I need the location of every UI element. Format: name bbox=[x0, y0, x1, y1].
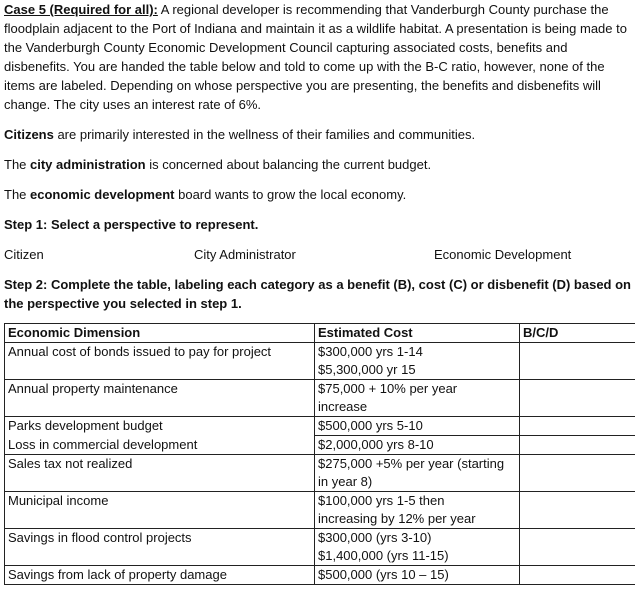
step1-heading bbox=[4, 215, 631, 234]
bcd-input-cell[interactable] bbox=[520, 566, 635, 585]
cost-line: $2,000,000 yrs 8-10 bbox=[318, 437, 434, 452]
cost-cell bbox=[315, 492, 520, 529]
dimension-cell: Loss in commercial development bbox=[5, 436, 315, 455]
cost-cell bbox=[315, 455, 520, 492]
table-row bbox=[5, 436, 635, 455]
cost-line: $500,000 yrs 5-10 bbox=[318, 418, 423, 433]
header-economic-dimension: Economic Dimension bbox=[5, 324, 315, 343]
cost-line: $100,000 yrs 1-5 then bbox=[318, 493, 445, 508]
cost-line: $300,000 yrs 1-14 bbox=[318, 344, 423, 359]
cost-line: $1,400,000 (yrs 11-15) bbox=[318, 548, 449, 563]
perspective-city-administrator[interactable]: City Administrator bbox=[194, 247, 296, 262]
cost-line: in year 8) bbox=[318, 474, 373, 489]
cost-cell bbox=[315, 343, 520, 380]
dimension-cell: Municipal income bbox=[5, 492, 315, 529]
cost-cell bbox=[315, 380, 520, 417]
bcd-input-cell[interactable] bbox=[520, 529, 635, 566]
bcd-input-cell[interactable] bbox=[520, 343, 635, 380]
table-row bbox=[5, 529, 635, 566]
bcd-table bbox=[4, 323, 635, 585]
dimension-cell: Parks development budget bbox=[5, 417, 315, 436]
header-bcd: B/C/D bbox=[520, 324, 635, 343]
cost-cell bbox=[315, 529, 520, 566]
econ-pre: The bbox=[4, 187, 31, 202]
intro-text: A regional developer is recommending that Vanderburgh County purchase the floodplain adjacent to the Port of Indiana and maintain it as a wildlife habitat. A presentation is being made to the Vanderburgh County Economic Development Council capturing associated costs, benefits and disbenefits. You are handed the table below and told to come up with the B-C ratio, however, none of the items are labeled. Depending on whose perspective you are presenting, the benefits and disbenefits will change. The city uses an interest rate of 6%. bbox=[4, 2, 627, 112]
step1-text: Step 1: Select a perspective to represent. bbox=[4, 217, 259, 232]
header-estimated-cost: Estimated Cost bbox=[315, 324, 520, 343]
perspective-citizen[interactable]: Citizen bbox=[4, 247, 44, 262]
bcd-input-cell[interactable] bbox=[520, 492, 635, 529]
table-row bbox=[5, 343, 635, 380]
table-row bbox=[5, 417, 635, 436]
city-pre: The bbox=[4, 157, 31, 172]
case-title: Case 5 (Required for all): bbox=[4, 2, 158, 17]
table-header-row bbox=[5, 324, 635, 343]
city-text: is concerned about balancing the current budget. bbox=[145, 157, 432, 172]
table-row bbox=[5, 492, 635, 529]
cost-cell bbox=[315, 436, 520, 455]
dimension-cell: Annual property maintenance bbox=[5, 380, 315, 417]
dimension-cell: Savings in flood control projects bbox=[5, 529, 315, 566]
econ-paragraph bbox=[4, 185, 631, 204]
bcd-input-cell[interactable] bbox=[520, 455, 635, 492]
citizens-paragraph bbox=[4, 125, 631, 144]
citizens-label: Citizens bbox=[4, 127, 54, 142]
bcd-input-cell[interactable] bbox=[520, 436, 635, 455]
city-label: city administration bbox=[30, 157, 146, 172]
cost-line: $500,000 (yrs 10 – 15) bbox=[318, 567, 449, 582]
cost-line: $300,000 (yrs 3-10) bbox=[318, 530, 432, 545]
city-paragraph bbox=[4, 155, 631, 174]
citizens-text: are primarily interested in the wellness of their families and communities. bbox=[53, 127, 476, 142]
step2-heading bbox=[4, 275, 631, 313]
step2-text: Step 2: Complete the table, labeling each category as a benefit (B), cost (C) or disbenefit (D) based on the perspective you selected in step 1. bbox=[4, 277, 631, 311]
cost-line: increase bbox=[318, 399, 368, 414]
econ-text: board wants to grow the local economy. bbox=[174, 187, 407, 202]
table-row bbox=[5, 380, 635, 417]
bcd-input-cell[interactable] bbox=[520, 380, 635, 417]
dimension-cell: Sales tax not realized bbox=[5, 455, 315, 492]
cost-cell bbox=[315, 417, 520, 436]
perspective-economic-development[interactable]: Economic Development bbox=[434, 247, 572, 262]
table-row bbox=[5, 566, 635, 585]
cost-line: increasing by 12% per year bbox=[318, 511, 476, 526]
bcd-input-cell[interactable] bbox=[520, 417, 635, 436]
dimension-cell: Savings from lack of property damage bbox=[5, 566, 315, 585]
cost-cell bbox=[315, 566, 520, 585]
perspective-options bbox=[4, 245, 631, 264]
econ-label: economic development bbox=[30, 187, 175, 202]
intro-paragraph bbox=[4, 0, 631, 114]
table-row bbox=[5, 455, 635, 492]
dimension-cell: Annual cost of bonds issued to pay for project bbox=[5, 343, 315, 380]
cost-line: $275,000 +5% per year (starting bbox=[318, 456, 505, 471]
cost-line: $75,000 + 10% per year bbox=[318, 381, 458, 396]
cost-line: $5,300,000 yr 15 bbox=[318, 362, 416, 377]
